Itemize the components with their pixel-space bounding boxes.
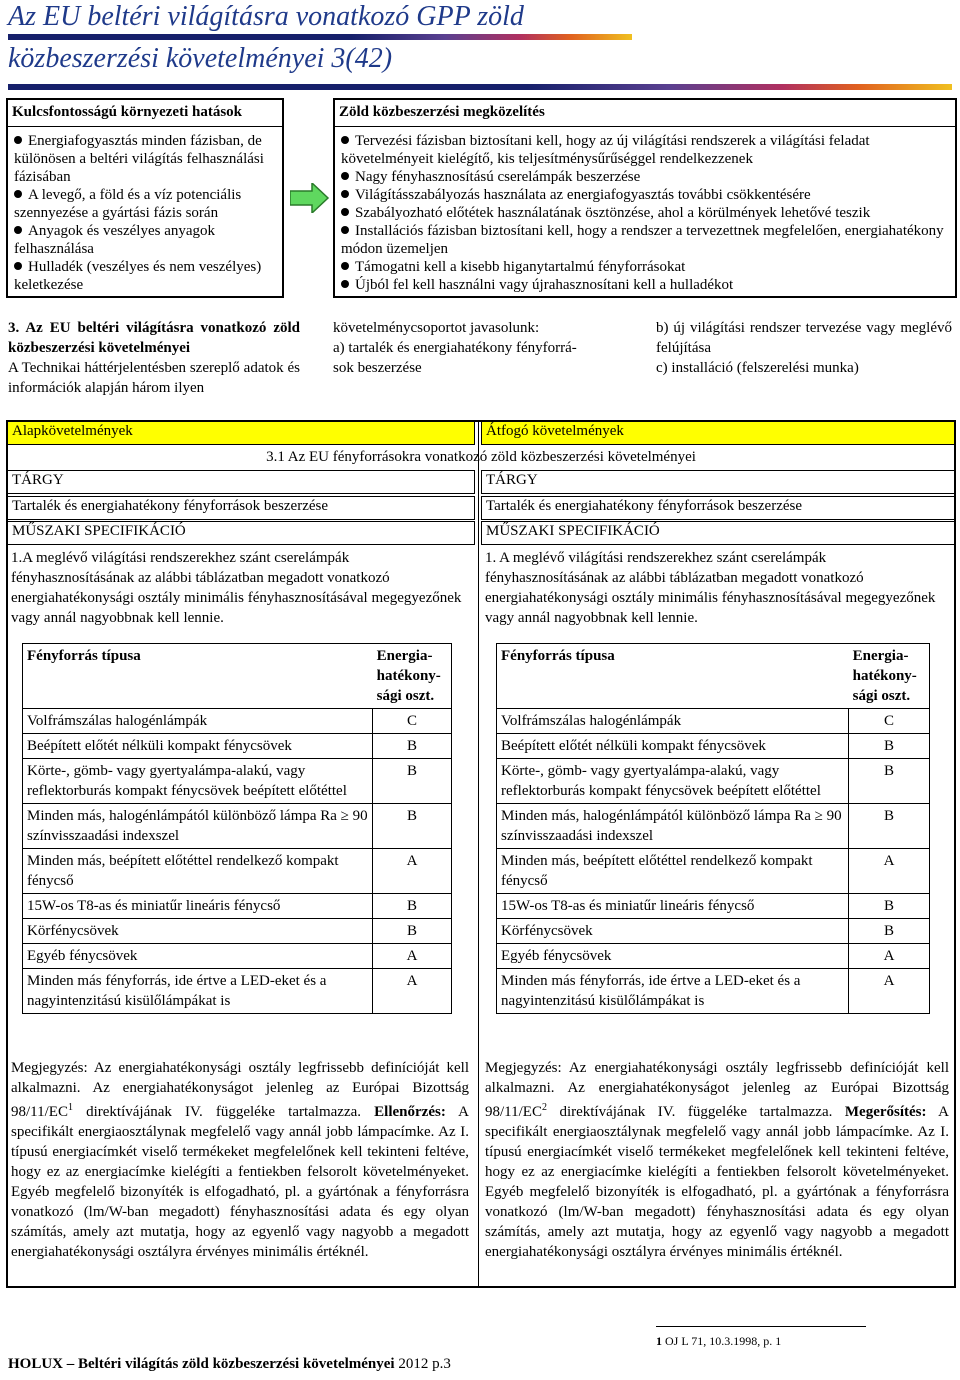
col-class-header: Energia-hatékony-sági oszt. [373, 644, 452, 709]
intro-col2 [333, 318, 633, 378]
intro-line: a) tartalék és energiahatékony fényforrá- [333, 340, 577, 356]
intro-text: A Technikai háttérjelentésben szereplő adatok és információk alapján három ilyen [8, 360, 300, 396]
table-row: Körte-, gömb- vagy gyertyalámpa-alakú, vagy reflektorburás kompakt fénycsövek beépített előtéttel B [23, 759, 452, 804]
intro-col3 [656, 318, 952, 378]
page-title-line2: közbeszerzési követelményei 3(42) [8, 43, 393, 74]
section-heading: 3. Az EU beltéri világításra vonatkozó zöld közbeszerzési követelményei [8, 320, 300, 356]
impact-item: Energiafogyasztás minden fázisban, de különösen a beltéri világítás felhasználási fázisában [14, 133, 264, 185]
table-row: Volfrámszálas halogénlámpák C [23, 709, 452, 734]
table-row: Minden más, beépített előtéttel rendelkező kompakt fénycső A [497, 849, 930, 894]
approach-box [333, 98, 957, 298]
footnote-ref: 2 [541, 1102, 547, 1113]
table-row: Körfénycsövek B [23, 919, 452, 944]
footnote [656, 1334, 781, 1349]
impact-item: A levegő, a föld és a víz potenciális szennyezése a gyártási fázis során [14, 187, 242, 221]
footer-title: HOLUX – Beltéri világítás zöld közbeszerzési követelményei [8, 1356, 395, 1372]
verification-label: Ellenőrzés: [374, 1104, 446, 1120]
approach-item: Tervezési fázisban biztosítani kell, hogy az új világítási rendszerek a világítási feladat követelményeit kielégítő, kis teljesítménysűrűséggel rendelkezzenek [341, 133, 870, 167]
table-row: Beépített előtét nélküli kompakt fénycsövek B [497, 734, 930, 759]
impacts-list [14, 132, 276, 294]
approach-item: Támogatni kell a kisebb higanytartalmú fényforrásokat [341, 258, 949, 276]
spec-right: 1. A meglévő világítási rendszerekhez szánt cserelámpák fényhasznosításának az alábbi táblázatban megadott vonatkozó energiahatékonysági osztály minimális fényhasznosításával megegyezőnek vagy annál nagyobbnak kell lennie. [485, 550, 936, 626]
col-type-header: Fényforrás típusa [23, 644, 373, 709]
table-row: Minden más fényforrás, ide értve a LED-eket és a nagyintenzitású kisülőlámpákat is A [497, 969, 930, 1014]
table-row: Minden más, beépített előtéttel rendelkező kompakt fénycső A [23, 849, 452, 894]
left-header: Alapkövetelmények [7, 421, 475, 445]
verification-label: Megerősítés: [844, 1104, 927, 1120]
table-row: Minden más fényforrás, ide értve a LED-eket és a nagyintenzitású kisülőlámpákat is A [23, 969, 452, 1014]
impact-item: Hulladék (veszélyes és nem veszélyes) keletkezése [14, 259, 262, 293]
table-row: Volfrámszálas halogénlámpák C [497, 709, 930, 734]
note-right [485, 1058, 949, 1262]
table-row: Körte-, gömb- vagy gyertyalámpa-alakú, vagy reflektorburás kompakt fénycsövek beépített előtéttel B [497, 759, 930, 804]
intro-line: b) új világítási rendszer tervezése vagy meglévő felújítása [656, 320, 952, 356]
table-row: Egyéb fénycsövek A [497, 944, 930, 969]
spec-left: 1.A meglévő világítási rendszerekhez szánt cserelámpák fényhasznosításának az alábbi táblázatban megadott vonatkozó energiahatékonysági osztály minimális fényhasznosításával megegyezőnek vagy annál nagyobbnak kell lennie. [11, 550, 462, 626]
approach-item: Installációs fázisban biztosítani kell, hogy a rendszer a tervezettnek megfelelően, energiahatékony módon üzemeljen [341, 223, 944, 257]
footnote-ref: 1 [67, 1102, 73, 1113]
footer-page: 2012 p.3 [398, 1356, 451, 1372]
note-text: Megjegyzés: Az energiahatékonysági osztály legfrissebb definícióját kell alkalmazni. Az energiahatékonyságot jelenleg az Európai Bizottság 98/11/EC [485, 1060, 949, 1120]
column-divider [478, 421, 479, 1287]
intro-line: c) installáció (felszerelési munka) [656, 360, 859, 376]
page-footer [8, 1356, 451, 1373]
approach-item: Újból fel kell használni vagy újrahasznosítani kell a hulladékot [341, 276, 949, 294]
footnote-number: 1 [656, 1334, 662, 1348]
impacts-heading: Kulcsfontosságú környezeti hatások [12, 104, 243, 120]
approach-heading: Zöld közbeszerzési megközelítés [339, 104, 545, 120]
impacts-box [6, 98, 284, 298]
verification-text: A specifikált energiaosztálynak megfelelő vagy annál jobb lámpacímke. Az I. típusú energiacímkét viselő termékeket megfelelőnek kell tekinteni feltéve, hogy ez az energiacímke kielégíti a fentiekben felsorolt követelményeket. Egyéb megfelelő bizonyíték is elfogadható, pl. a gyártónak a fényforrásra vonatkozó (lm/W-ban megadott) fényhasznosítási adata és egy olyan számítás, amely azt mutatja, hogy az egyenlő vagy nagyobb a megadott energiahatékonysági osztályra érvényes minimális értéknél. [485, 1104, 949, 1260]
section-title: 3.1 Az EU fényforrásokra vonatkozó zöld közbeszerzési követelményei [266, 449, 696, 465]
table-row: Minden más, halogénlámpától különböző lámpa Ra ≥ 90 színvisszaadási indexszel B [23, 804, 452, 849]
approach-item: Világításszabályozás használata az energiafogyasztás további csökkentésére [341, 186, 949, 204]
note-text: Megjegyzés: Az energiahatékonysági osztály legfrissebb definícióját kell alkalmazni. Az energiahatékonyságot jelenleg az Európai Bizottság 98/11/EC [11, 1060, 469, 1120]
right-targy: TÁRGY [481, 470, 955, 494]
table-header-row [497, 644, 930, 709]
left-muszaki: MŰSZAKI SPECIFIKÁCIÓ [7, 521, 475, 545]
right-arrow-icon [290, 183, 330, 213]
lamp-table-left [22, 643, 452, 1014]
intro-col1 [8, 318, 300, 398]
verification-text: A specifikált energiaosztálynak megfelelő vagy annál jobb lámpacímke. Az I. típusú energiacímkét viselő termékeket megfelelőnek kell tekinteni feltéve, hogy ez az energiacímke kielégíti a fentiekben felsorolt követelményeket. Egyéb megfelelő bizonyíték is elfogadható, pl. a gyártónak a fényforrásra vonatkozó (lm/W-ban megadott) fényhasznosítási adata és egy olyan számítás, amely azt mutatja, hogy az egyenlő vagy nagyobb a megadott energiahatékonysági osztályra érvényes minimális értéknél. [11, 1104, 469, 1260]
title-underline-1 [8, 34, 632, 40]
approach-item: Nagy fényhasznosítású cserelámpák beszerzése [341, 168, 949, 186]
right-targy-text: Tartalék és energiahatékony fényforrások beszerzése [481, 496, 955, 520]
title-underline-2 [8, 84, 952, 90]
table-row: Egyéb fénycsövek A [23, 944, 452, 969]
approach-list [341, 132, 949, 294]
right-header: Átfogó követelmények [481, 421, 955, 445]
lamp-table-right [496, 643, 930, 1014]
intro-line: sok beszerzése [333, 360, 422, 376]
approach-item: Szabályozható előtétek használatának ösztönzése, ahol a körülmények lehetővé teszik [341, 204, 949, 222]
footnote-rule [656, 1326, 866, 1327]
table-row: Beépített előtét nélküli kompakt fénycsövek B [23, 734, 452, 759]
note-text: direktívájának IV. függeléke tartalmazza. [72, 1104, 362, 1120]
left-targy: TÁRGY [7, 470, 475, 494]
col-type-header: Fényforrás típusa [497, 644, 849, 709]
right-muszaki: MŰSZAKI SPECIFIKÁCIÓ [481, 521, 955, 545]
impact-item: Anyagok és veszélyes anyagok felhasználása [14, 223, 216, 257]
note-text: direktívájának IV. függeléke tartalmazza. [546, 1104, 833, 1120]
table-row: 15W-os T8-as és miniatűr lineáris fénycső B [23, 894, 452, 919]
table-row: Körfénycsövek B [497, 919, 930, 944]
intro-line: követelménycsoportot javasolunk: [333, 320, 540, 336]
col-class-header: Energia-hatékony-sági oszt. [849, 644, 930, 709]
left-targy-text: Tartalék és energiahatékony fényforrások beszerzése [7, 496, 475, 520]
table-row: 15W-os T8-as és miniatűr lineáris fénycső B [497, 894, 930, 919]
note-left [11, 1058, 469, 1262]
table-header-row [23, 644, 452, 709]
table-row: Minden más, halogénlámpától különböző lámpa Ra ≥ 90 színvisszaadási indexszel B [497, 804, 930, 849]
page-title-line1: Az EU beltéri világításra vonatkozó GPP zöld [8, 1, 524, 32]
footnote-text: OJ L 71, 10.3.1998, p. 1 [665, 1334, 782, 1348]
